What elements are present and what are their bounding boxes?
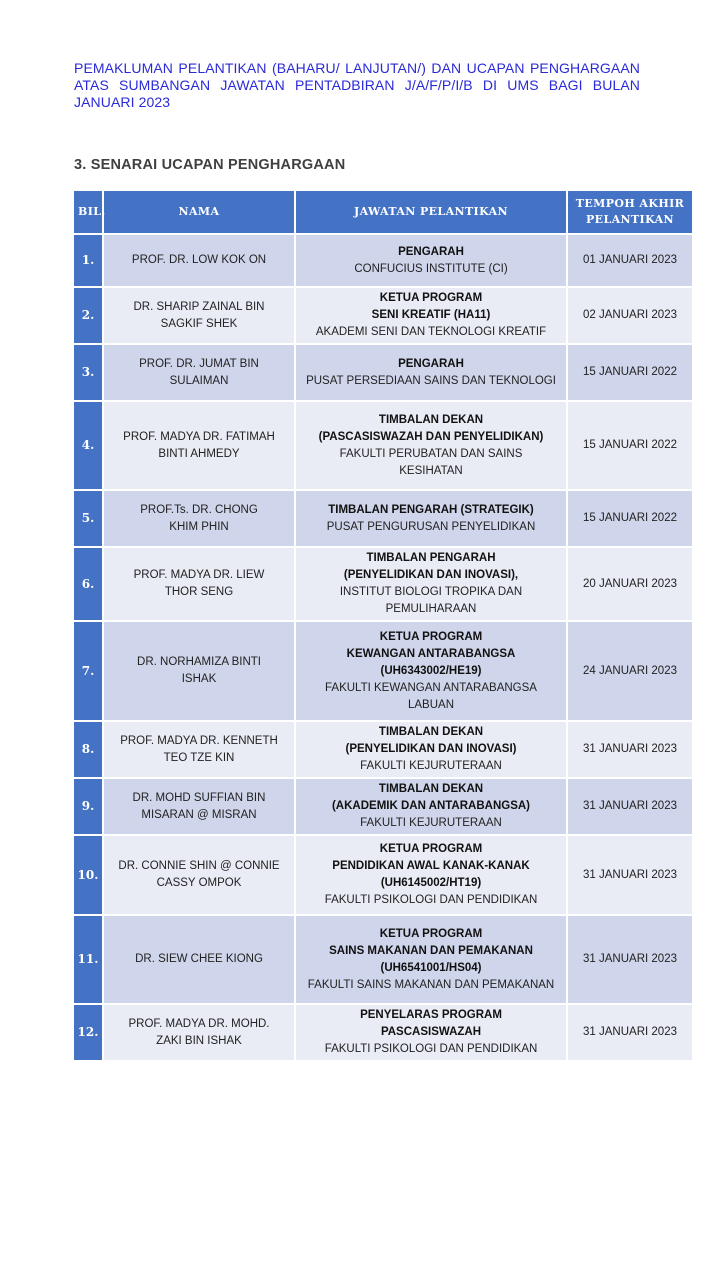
position-organization-line: FAKULTI PSIKOLOGI DAN PENDIDIKAN bbox=[324, 894, 538, 906]
end-date-cell: 31 JANUARI 2023 bbox=[567, 835, 693, 915]
position-cell bbox=[295, 234, 567, 287]
appointment-table bbox=[72, 189, 694, 1062]
position-title-line: TIMBALAN DEKAN bbox=[378, 783, 484, 795]
position-cell bbox=[295, 621, 567, 721]
position-title-line: TIMBALAN PENGARAH (STRATEGIK) bbox=[328, 503, 534, 516]
end-date-cell: 31 JANUARI 2023 bbox=[567, 1004, 693, 1061]
position-title-line: KETUA PROGRAM bbox=[379, 630, 483, 643]
end-date-cell: 02 JANUARI 2023 bbox=[567, 287, 693, 344]
position-title-line: (PASCASISWAZAH DAN PENYELIDIKAN) bbox=[318, 430, 544, 443]
row-number: 12. bbox=[73, 1004, 103, 1061]
name-line: BINTI AHMEDY bbox=[158, 447, 240, 460]
column-header-tempoh-line1: TEMPOH AKHIR bbox=[575, 197, 685, 210]
position-title-line: TIMBALAN PENGARAH bbox=[366, 552, 496, 564]
position-title-line: PENGARAH bbox=[398, 245, 464, 258]
position-organization-line: PUSAT PERSEDIAAN SAINS DAN TEKNOLOGI bbox=[306, 374, 556, 387]
table-row bbox=[73, 621, 693, 721]
position-organization-line: PEMULIHARAAN bbox=[385, 603, 477, 615]
row-number: 1. bbox=[73, 234, 103, 287]
table-row bbox=[73, 835, 693, 915]
name-line: PROF. DR. JUMAT BIN bbox=[139, 357, 259, 370]
name-cell bbox=[103, 401, 295, 490]
position-title-line: (UH6343002/HE19) bbox=[380, 664, 482, 677]
name-line: ISHAK bbox=[181, 673, 217, 685]
position-title-line: KETUA PROGRAM bbox=[379, 292, 483, 304]
row-number: 11. bbox=[73, 915, 103, 1004]
section-title: 3. SENARAI UCAPAN PENGHARGAAN bbox=[74, 157, 346, 173]
table-row bbox=[73, 915, 693, 1004]
table-row bbox=[73, 547, 693, 621]
position-organization-line: FAKULTI PERUBATAN DAN SAINS bbox=[339, 447, 523, 460]
position-organization-line: FAKULTI KEJURUTERAAN bbox=[360, 760, 502, 772]
column-header-tempoh bbox=[567, 190, 693, 234]
position-cell bbox=[295, 778, 567, 835]
row-number: 7. bbox=[73, 621, 103, 721]
name-line: KHIM PHIN bbox=[169, 520, 229, 533]
name-cell bbox=[103, 835, 295, 915]
row-number: 5. bbox=[73, 490, 103, 547]
name-line: DR. SIEW CHEE KIONG bbox=[135, 953, 263, 965]
column-header-bil: BIL. bbox=[73, 190, 103, 234]
position-title-line: TIMBALAN DEKAN bbox=[378, 726, 484, 738]
position-title-line: PASCASISWAZAH bbox=[380, 1026, 482, 1038]
end-date-cell: 31 JANUARI 2023 bbox=[567, 915, 693, 1004]
position-cell bbox=[295, 344, 567, 401]
table-row bbox=[73, 1004, 693, 1061]
name-line: SULAIMAN bbox=[169, 374, 229, 387]
name-line: DR. NORHAMIZA BINTI bbox=[137, 656, 261, 668]
position-cell bbox=[295, 915, 567, 1004]
end-date-cell: 31 JANUARI 2023 bbox=[567, 778, 693, 835]
position-title-line: KETUA PROGRAM bbox=[379, 927, 483, 940]
name-line: DR. SHARIP ZAINAL BIN bbox=[133, 300, 265, 313]
position-organization-line: INSTITUT BIOLOGI TROPIKA DAN bbox=[339, 586, 523, 598]
column-header-jawatan: JAWATAN PELANTIKAN bbox=[295, 190, 567, 234]
position-organization-line: AKADEMI SENI DAN TEKNOLOGI KREATIF bbox=[315, 326, 547, 338]
position-title-line: (PENYELIDIKAN DAN INOVASI), bbox=[343, 569, 519, 581]
name-cell bbox=[103, 344, 295, 401]
name-line: CASSY OMPOK bbox=[156, 877, 242, 889]
position-cell bbox=[295, 835, 567, 915]
name-line: PROF. DR. LOW KOK ON bbox=[131, 254, 267, 266]
name-line: PROF.Ts. DR. CHONG bbox=[140, 503, 258, 516]
name-cell bbox=[103, 915, 295, 1004]
name-line: THOR SENG bbox=[164, 586, 234, 598]
name-line: DR. MOHD SUFFIAN BIN bbox=[132, 791, 266, 804]
row-number: 8. bbox=[73, 721, 103, 778]
position-title-line: TIMBALAN DEKAN bbox=[378, 413, 484, 426]
position-title-line: (PENYELIDIKAN DAN INOVASI) bbox=[345, 743, 517, 755]
position-organization-line: KESIHATAN bbox=[399, 464, 463, 477]
position-title-line: (UH6145002/HT19) bbox=[380, 877, 482, 889]
table-row bbox=[73, 778, 693, 835]
row-number: 4. bbox=[73, 401, 103, 490]
name-line: PROF. MADYA DR. KENNETH bbox=[120, 734, 278, 747]
position-title-line: PENDIDIKAN AWAL KANAK-KANAK bbox=[332, 860, 530, 872]
position-cell bbox=[295, 721, 567, 778]
name-line: PROF. MADYA DR. MOHD. bbox=[128, 1017, 270, 1030]
name-line: PROF. MADYA DR. FATIMAH bbox=[123, 430, 275, 443]
table-row bbox=[73, 344, 693, 401]
table-row bbox=[73, 234, 693, 287]
position-organization-line: FAKULTI KEJURUTERAAN bbox=[360, 817, 502, 829]
position-title-line: SAINS MAKANAN DAN PEMAKANAN bbox=[329, 944, 533, 957]
position-organization-line: FAKULTI KEWANGAN ANTARABANGSA bbox=[325, 681, 537, 694]
end-date-cell: 01 JANUARI 2023 bbox=[567, 234, 693, 287]
position-title-line: SENI KREATIF (HA11) bbox=[371, 309, 491, 321]
position-organization-line: FAKULTI SAINS MAKANAN DAN PEMAKANAN bbox=[307, 978, 555, 991]
position-cell bbox=[295, 1004, 567, 1061]
name-line: ZAKI BIN ISHAK bbox=[156, 1034, 242, 1047]
name-cell bbox=[103, 1004, 295, 1061]
name-cell bbox=[103, 621, 295, 721]
name-line: SAGKIF SHEK bbox=[160, 317, 238, 330]
position-cell bbox=[295, 547, 567, 621]
position-title-line: (AKADEMIK DAN ANTARABANGSA) bbox=[331, 800, 531, 812]
position-organization-line: CONFUCIUS INSTITUTE (CI) bbox=[354, 262, 508, 275]
row-number: 10. bbox=[73, 835, 103, 915]
end-date-cell: 15 JANUARI 2022 bbox=[567, 344, 693, 401]
end-date-cell: 15 JANUARI 2022 bbox=[567, 401, 693, 490]
name-line: PROF. MADYA DR. LIEW bbox=[133, 569, 265, 581]
position-cell bbox=[295, 490, 567, 547]
position-organization-line: FAKULTI PSIKOLOGI DAN PENDIDIKAN bbox=[324, 1043, 538, 1055]
name-cell bbox=[103, 547, 295, 621]
table-row bbox=[73, 401, 693, 490]
name-line: DR. CONNIE SHIN @ CONNIE bbox=[118, 860, 280, 872]
table-body bbox=[73, 234, 693, 1061]
document-header: PEMAKLUMAN PELANTIKAN (BAHARU/ LANJUTAN/) DAN UCAPAN PENGHARGAAN ATAS SUMBANGAN JAWATAN PENTADBIRAN J/A/F/P/I/B DI UMS BAGI BULAN JANUARI 2023 bbox=[74, 60, 640, 110]
row-number: 9. bbox=[73, 778, 103, 835]
name-cell bbox=[103, 778, 295, 835]
position-organization-line: LABUAN bbox=[407, 698, 455, 711]
name-cell bbox=[103, 490, 295, 547]
position-title-line: (UH6541001/HS04) bbox=[380, 961, 482, 974]
row-number: 2. bbox=[73, 287, 103, 344]
end-date-cell: 31 JANUARI 2023 bbox=[567, 721, 693, 778]
name-line: MISARAN @ MISRAN bbox=[141, 808, 257, 821]
position-title-line: KEWANGAN ANTARABANGSA bbox=[346, 647, 516, 660]
position-title-line: PENGARAH bbox=[398, 357, 464, 370]
row-number: 6. bbox=[73, 547, 103, 621]
position-cell bbox=[295, 287, 567, 344]
position-organization-line: PUSAT PENGURUSAN PENYELIDIKAN bbox=[326, 520, 536, 533]
name-line: TEO TZE KIN bbox=[163, 751, 235, 764]
name-cell bbox=[103, 287, 295, 344]
table-row bbox=[73, 287, 693, 344]
name-cell bbox=[103, 234, 295, 287]
name-cell bbox=[103, 721, 295, 778]
row-number: 3. bbox=[73, 344, 103, 401]
table-header-row bbox=[73, 190, 693, 234]
position-title-line: KETUA PROGRAM bbox=[379, 843, 483, 855]
end-date-cell: 24 JANUARI 2023 bbox=[567, 621, 693, 721]
position-title-line: PENYELARAS PROGRAM bbox=[360, 1009, 502, 1021]
end-date-cell: 15 JANUARI 2022 bbox=[567, 490, 693, 547]
position-cell bbox=[295, 401, 567, 490]
table-row bbox=[73, 721, 693, 778]
table-row bbox=[73, 490, 693, 547]
end-date-cell: 20 JANUARI 2023 bbox=[567, 547, 693, 621]
column-header-tempoh-line2: PELANTIKAN bbox=[585, 213, 674, 226]
column-header-nama: NAMA bbox=[103, 190, 295, 234]
table-header bbox=[73, 190, 693, 234]
